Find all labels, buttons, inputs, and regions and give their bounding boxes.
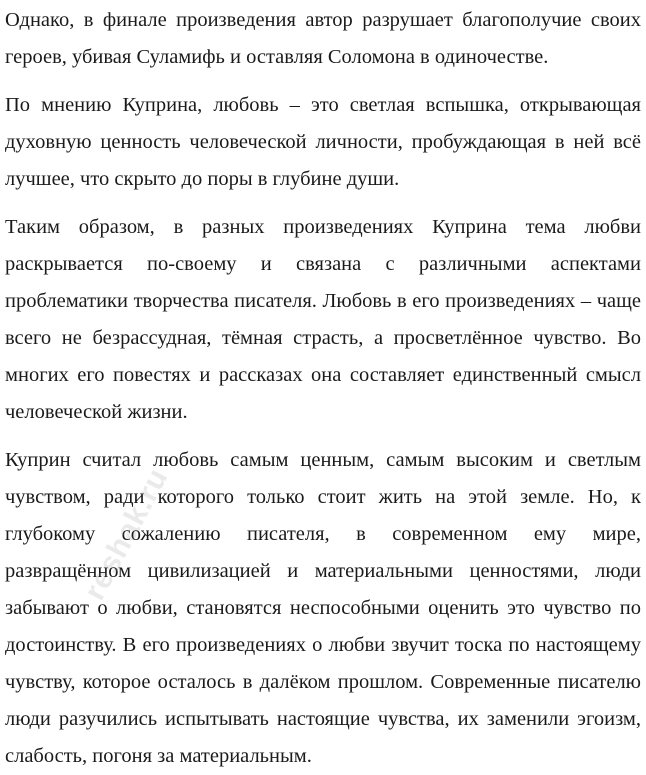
paragraph-4: Куприн считал любовь самым ценным, самым высоким и светлым чувством, ради которого только стоит жить на этой земле. Но, к глубокому сожалению писателя, в современном ему мире, развращённом цивилизацией и материальными ценностями, люди забывают о любви, становятся неспособными оценить это чувство по достоинству. В его произведениях о любви звучит тоска по настоящему чувству, которое осталось в далёком прошлом. Современные писателю люди разучились испытывать настоящие чувства, их заменили эгоизм, слабость, погоня за материальным. (5, 449, 641, 767)
watermark: reshak.ru (78, 462, 175, 606)
paragraph-1: Однако, в финале произведения автор разрушает благополучие своих героев, убивая Суламифь и оставляя Соломона в одиночестве. (5, 9, 641, 68)
paragraph-2: По мнению Куприна, любовь – это светлая вспышка, открывающая духовную ценность человеческой личности, пробуждающая в ней всё лучшее, что скрыто до поры в глубине души. (5, 94, 641, 190)
paragraph-3: Таким образом, в разных произведениях Куприна тема любви раскрывается по-своему и связана с различными аспектами проблематики творчества писателя. Любовь в его произведениях – чаще всего не безрассудная, тёмная страсть, а просветлённое чувство. Во многих его повестях и рассказах она составляет единственный смысл человеческой жизни. (5, 216, 641, 423)
